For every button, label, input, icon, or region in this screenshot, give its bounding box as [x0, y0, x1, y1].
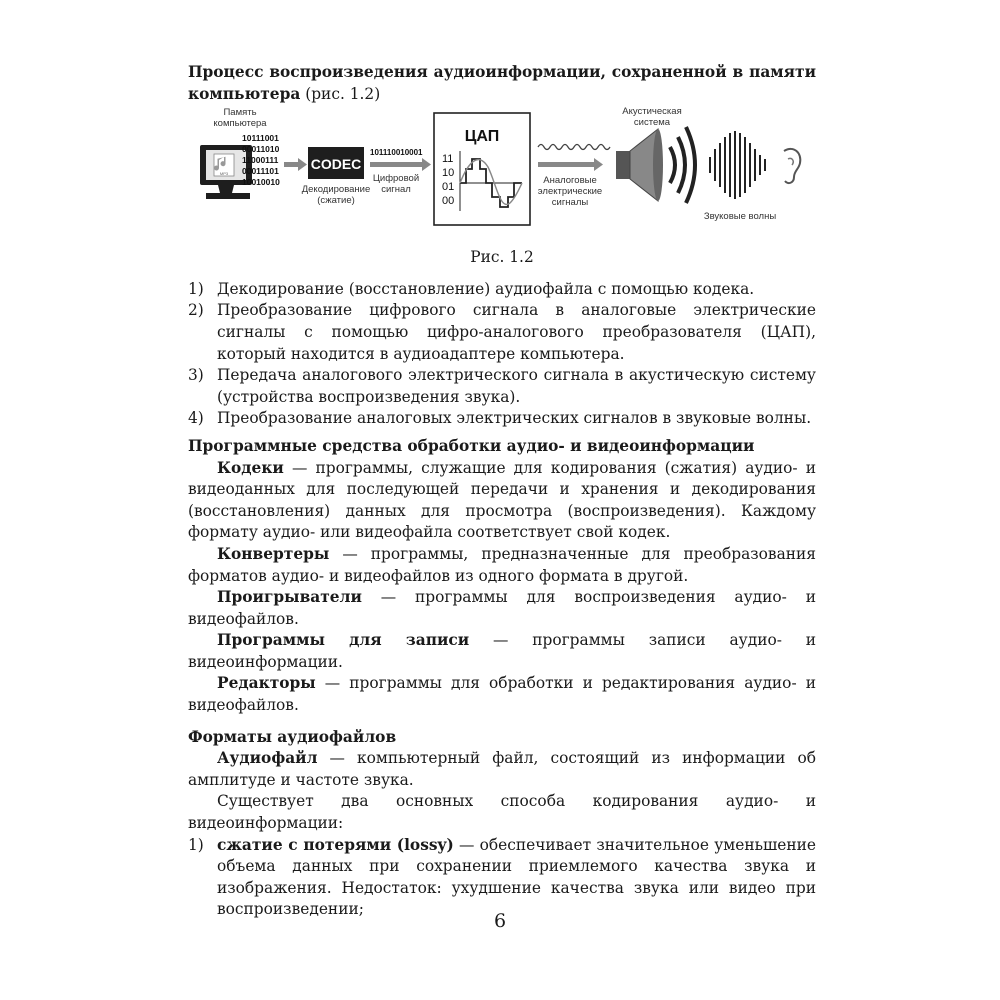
decode-label-2: (сжатие): [317, 195, 355, 207]
steps-list: [188, 279, 816, 430]
list-item: [188, 835, 816, 921]
list-number: 1): [188, 835, 204, 854]
paragraph-converters: [188, 544, 816, 587]
term: сжатие с потерями (lossy): [217, 835, 454, 854]
paragraph-editors: [188, 673, 816, 716]
analog-wave: [538, 145, 610, 150]
analog-label-2: электрические: [537, 186, 603, 198]
sound-label: Звуковые волны: [703, 211, 777, 223]
term-definition: — программы, предназначенные для преобразования форматов аудио- и видеофайлов из одного формата в другой.: [188, 544, 816, 585]
codec-label: CODEC: [310, 156, 362, 173]
term-definition: — программы для воспроизведения аудио- и видеофайлов.: [188, 588, 816, 628]
term-definition: — программы для обработки и редактирования аудио- и видеофайлов.: [188, 674, 816, 715]
dac-level: 10: [442, 167, 455, 180]
list-text: Передача аналогового электрического сигнала в акустическую систему (устройства воспроизведения звука).: [217, 366, 816, 406]
decode-label-1: Декодирование: [301, 184, 371, 196]
digital-bits: 101110010001: [370, 148, 423, 158]
arrow-right-icon: [370, 158, 431, 171]
binary-data: [242, 133, 280, 187]
binary-line: 00011010: [242, 144, 280, 155]
section-title-formats: Форматы аудиофайлов: [188, 727, 397, 746]
paragraph-audiofile: [188, 748, 816, 791]
heading-ref-text: (рис. 1.2): [300, 84, 381, 103]
mp3-label: MP3: [219, 171, 229, 177]
term-definition: — программы записи аудио- и видеоинформации.: [188, 631, 816, 671]
list-text: Преобразование цифрового сигнала в аналоговые электрические сигналы с помощью цифро-аналогового преобразователя (ЦАП), который находится в аудиоадаптере компьютера.: [217, 301, 816, 363]
term: Конвертеры: [217, 544, 330, 563]
paragraph-codecs: [188, 458, 816, 544]
list-item: [188, 279, 816, 301]
list-text: Преобразование аналоговых электрических сигналов в звуковые волны.: [217, 409, 812, 428]
term: Кодеки: [217, 458, 284, 477]
list-number: 3): [188, 366, 204, 385]
digital-label-2: сигнал: [381, 184, 411, 196]
dac-level: 01: [442, 181, 455, 194]
playback-diagram: [188, 107, 816, 247]
dac-level: 11: [442, 153, 454, 166]
memory-label-1: Память: [223, 107, 257, 119]
analog-label-1: Аналоговые: [543, 175, 597, 187]
binary-line: 00011101: [242, 166, 279, 177]
term-definition: — программы, служащие для кодирования (сжатия) аудио- и видеоданных для последующей передачи и хранения и декодирования (восстановления) данных для просмотра (воспроизведения). Каждому формату аудио- или видеофайла соответствует свой кодек.: [188, 458, 816, 542]
section-title-software: Программные средства обработки аудио- и видеоинформации: [188, 436, 755, 455]
speaker-label-1: Акустическая: [622, 107, 682, 118]
binary-line: 10111001: [242, 133, 279, 144]
list-number: 2): [188, 301, 204, 320]
term: Программы для записи: [217, 631, 470, 650]
list-item: [188, 365, 816, 408]
dac-level: 00: [442, 195, 455, 208]
speaker-icon: [616, 127, 695, 203]
page-content: [188, 62, 816, 921]
list-text: — обеспечивает значительное уменьшение объема данных при сохранении приемлемого качества звука и изображения. Недостаток: ухудшение качества звука или видео при воспроизведении;: [217, 835, 817, 919]
heading-bold-text: Процесс воспроизведения аудиоинформации, сохраненной в памяти компьютера: [188, 63, 816, 103]
analog-label-3: сигналы: [551, 197, 589, 209]
figure-heading: [188, 62, 816, 105]
figure-1-2: [188, 107, 816, 247]
list-number: 1): [188, 279, 204, 298]
memory-label-2: компьютера: [213, 118, 267, 130]
figure-caption: Рис. 1.2: [470, 248, 534, 267]
binary-line: 10010010: [242, 177, 280, 188]
sound-waves: [710, 131, 765, 199]
ear-icon: [784, 149, 800, 183]
list-item: [188, 300, 816, 365]
term: Проигрыватели: [217, 588, 362, 607]
paragraph-methods: Существует два основных способа кодирования аудио- и видеоинформации:: [188, 792, 816, 833]
arrow-right-icon: [538, 158, 603, 171]
paragraph-players: [188, 587, 816, 630]
term: Редакторы: [217, 674, 316, 693]
term: Аудиофайл: [217, 749, 318, 768]
arrow-right-icon: [284, 158, 307, 171]
dac-label: ЦАП: [464, 128, 500, 146]
list-item: [188, 408, 816, 430]
methods-list: [188, 835, 816, 921]
list-text: Декодирование (восстановление) аудиофайла с помощью кодека.: [217, 279, 755, 298]
binary-line: 11000111: [242, 155, 279, 166]
list-number: 4): [188, 409, 204, 428]
term-definition: — компьютерный файл, состоящий из информации об амплитуде и частоте звука.: [188, 749, 816, 789]
speaker-label-2: система: [633, 117, 671, 129]
paragraph-recorders: [188, 630, 816, 673]
digital-label-1: Цифровой: [372, 173, 420, 185]
page-number: 6: [493, 910, 507, 932]
